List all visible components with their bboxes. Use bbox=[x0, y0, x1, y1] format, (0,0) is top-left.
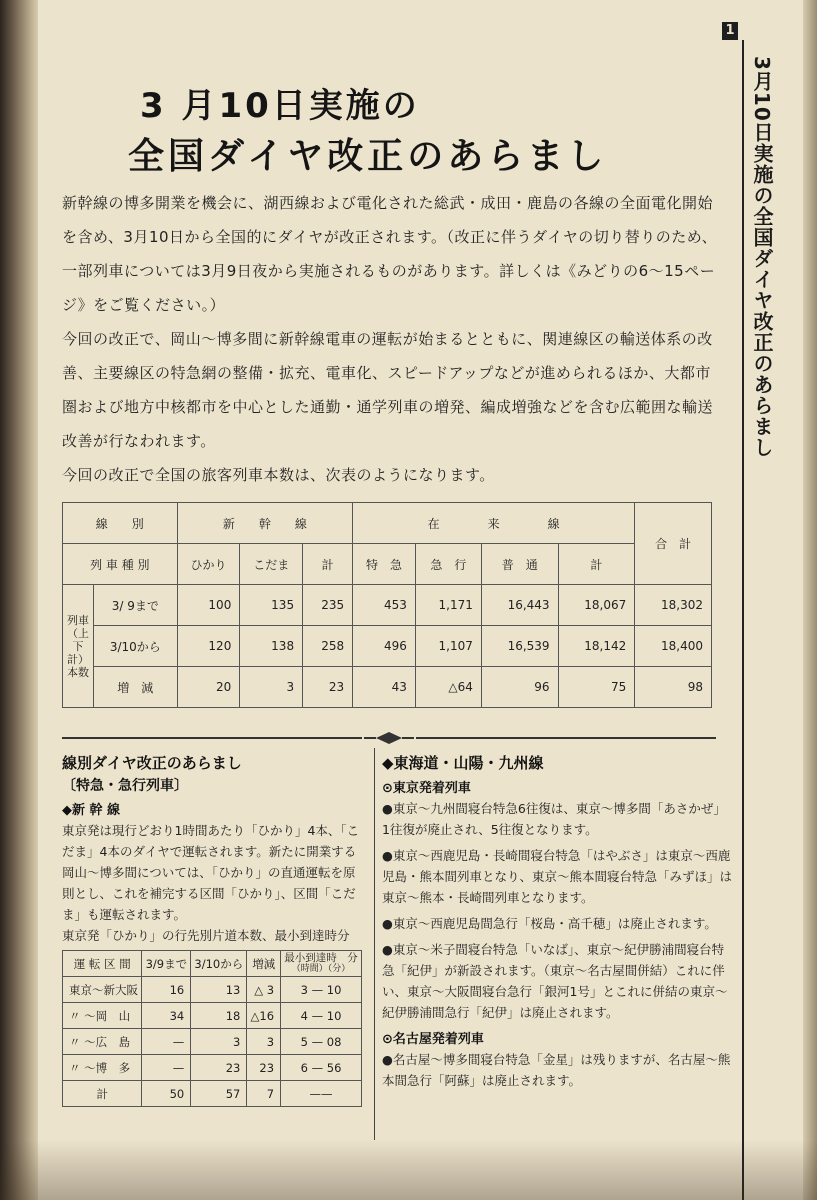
intro-text bbox=[62, 186, 722, 492]
page-title-line1: 3 月10日実施の bbox=[140, 86, 420, 126]
cell: △64 bbox=[415, 667, 481, 708]
intro-paragraph: 今回の改正で、岡山〜博多間に新幹線電車の運転が始まるとともに、関連線区の輸送体系の改善、主要線区の特急網の整備・拡充、電車化、スピードアップなどが進められるほか、大都市圏および地方中核都市を中心とした通勤・通学列車の増発、編成増強などを含む広範囲な輸送改善が行なわれます。 bbox=[62, 330, 714, 450]
cell: —— bbox=[281, 1081, 362, 1107]
list-item: ●東京〜九州間寝台特急6往復は、東京〜博多間「あさかぜ」1往復が廃止され、5往復となります。 bbox=[382, 801, 726, 837]
col-hikari: ひかり bbox=[177, 544, 240, 585]
cell: — bbox=[142, 1055, 191, 1081]
table-row bbox=[63, 626, 712, 667]
cell: 16,443 bbox=[481, 585, 558, 626]
cell: 18,142 bbox=[558, 626, 635, 667]
list-item: ●東京〜米子間寝台特急「いなば」、東京〜紀伊勝浦間寝台特急「紀伊」が新設されます。（東京〜名古屋間併結）これに伴い、東京〜大阪間寝台急行「銀河1号」とこれに併結の東京〜紀伊勝浦間急行「紀伊」は廃止されます。 bbox=[382, 942, 728, 1020]
col-kodama: こだま bbox=[240, 544, 303, 585]
section-heading: 線別ダイヤ改正のあらまし bbox=[62, 754, 242, 772]
cell: 18,302 bbox=[635, 585, 712, 626]
header-time-units: （時間）（分） bbox=[291, 963, 351, 974]
list-item: ●東京〜西鹿児島間急行「桜島・高千穂」は廃止されます。 bbox=[382, 916, 717, 931]
subsection-heading: ⊙東京発着列車 bbox=[382, 781, 471, 796]
table-row bbox=[63, 977, 362, 1003]
shinkansen-heading: ◆新 幹 線 bbox=[62, 803, 121, 818]
row-label: 増 減 bbox=[94, 667, 178, 708]
cell: 18,067 bbox=[558, 585, 635, 626]
table-row bbox=[63, 667, 712, 708]
header-kubetsu: 線 別 bbox=[63, 503, 178, 544]
subsection-heading: ⊙名古屋発着列車 bbox=[382, 1032, 484, 1047]
table-row bbox=[63, 1003, 362, 1029]
section-divider bbox=[62, 732, 716, 744]
cell: 75 bbox=[558, 667, 635, 708]
cell: 23 bbox=[303, 667, 353, 708]
cell: 〃 〜広 島 bbox=[63, 1029, 142, 1055]
cell: 18,400 bbox=[635, 626, 712, 667]
cell: 34 bbox=[142, 1003, 191, 1029]
cell: 96 bbox=[481, 667, 558, 708]
header-kukan: 運 転 区 間 bbox=[63, 951, 142, 977]
cell: 20 bbox=[177, 667, 240, 708]
cell: 57 bbox=[191, 1081, 247, 1107]
cell: 138 bbox=[240, 626, 303, 667]
page-number: 1 bbox=[722, 22, 738, 40]
header-before: 3/9まで bbox=[142, 951, 191, 977]
train-count-table bbox=[62, 502, 712, 708]
cell: 計 bbox=[63, 1081, 142, 1107]
header-zairai: 在 来 線 bbox=[353, 503, 635, 544]
cell: △ 3 bbox=[247, 977, 281, 1003]
left-column bbox=[62, 752, 367, 1107]
table-row bbox=[63, 1081, 362, 1107]
cell: 496 bbox=[353, 626, 416, 667]
cell: 〃 〜岡 山 bbox=[63, 1003, 142, 1029]
page-shadow bbox=[0, 1140, 817, 1200]
cell: 1,107 bbox=[415, 626, 481, 667]
cell: 18 bbox=[191, 1003, 247, 1029]
row-label: 3/10から bbox=[94, 626, 178, 667]
cell: 16,539 bbox=[481, 626, 558, 667]
section-subheading: 〔特急・急行列車〕 bbox=[62, 778, 188, 794]
table-row bbox=[63, 1029, 362, 1055]
cell: 1,171 bbox=[415, 585, 481, 626]
header-after: 3/10から bbox=[191, 951, 247, 977]
header-shubetsu: 列 車 種 別 bbox=[63, 544, 178, 585]
right-column bbox=[382, 752, 732, 1096]
cell: 23 bbox=[191, 1055, 247, 1081]
side-title: 3月10日実施の全国ダイヤ改正のあらまし bbox=[750, 56, 774, 458]
col-kei: 計 bbox=[303, 544, 353, 585]
cell: 3 — 10 bbox=[281, 977, 362, 1003]
cell: 3 bbox=[240, 667, 303, 708]
list-item: ●名古屋〜博多間寝台特急「金星」は残りますが、名古屋〜熊本間急行「阿蘇」は廃止されます。 bbox=[382, 1052, 731, 1088]
column-divider bbox=[374, 748, 375, 1140]
cell: 7 bbox=[247, 1081, 281, 1107]
table-row bbox=[63, 1055, 362, 1081]
col-kei: 計 bbox=[558, 544, 635, 585]
cell: △16 bbox=[247, 1003, 281, 1029]
table-caption: 東京発「ひかり」の行先別片道本数、最小到達時分 bbox=[62, 928, 350, 943]
table-row bbox=[63, 585, 712, 626]
col-futsu: 普 通 bbox=[481, 544, 558, 585]
cell: 3 bbox=[191, 1029, 247, 1055]
list-item: ●東京〜西鹿児島・長崎間寝台特急「はやぶさ」は東京〜西鹿児島・熊本間列車となり、東京〜熊本間寝台特急「みずほ」は東京〜熊本・長崎間列車となります。 bbox=[382, 848, 733, 905]
cell: 5 — 08 bbox=[281, 1029, 362, 1055]
cell: 4 — 10 bbox=[281, 1003, 362, 1029]
cell: 100 bbox=[177, 585, 240, 626]
intro-paragraph: 新幹線の博多開業を機会に、湖西線および電化された総武・成田・鹿島の各線の全面電化開始を含め、3月10日から全国的にダイヤが改正されます。（改正に伴うダイヤの切り替りのため、一部列車については3月9日夜から実施されるものがあります。詳しくは《みどりの6〜15ページ》をご覧ください。） bbox=[62, 194, 718, 314]
cell: 13 bbox=[191, 977, 247, 1003]
header-time-label: 最小到達時 分 bbox=[284, 951, 358, 964]
cell: 120 bbox=[177, 626, 240, 667]
col-kyuko: 急 行 bbox=[415, 544, 481, 585]
header-total: 合 計 bbox=[635, 503, 712, 585]
header-shinkansen: 新 幹 線 bbox=[177, 503, 353, 544]
cell: 3 bbox=[247, 1029, 281, 1055]
cell: 6 — 56 bbox=[281, 1055, 362, 1081]
binding-shadow bbox=[0, 0, 38, 1200]
cell: 235 bbox=[303, 585, 353, 626]
cell: 43 bbox=[353, 667, 416, 708]
row-group-label: 列車（上下計）本数 bbox=[63, 585, 94, 708]
header-time bbox=[281, 951, 362, 977]
shinkansen-paragraph: 東京発は現行どおり1時間あたり「ひかり」4本、「こだま」4本のダイヤで運転されます。新たに開業する岡山〜博多間については、「ひかり」の直通運転を原則とし、これを補完する区間「ひかり」、区間「こだま」も運転されます。 bbox=[62, 823, 360, 922]
hikari-table bbox=[62, 950, 362, 1107]
cell: 135 bbox=[240, 585, 303, 626]
cell: 東京〜新大阪 bbox=[63, 977, 142, 1003]
page-edge bbox=[803, 0, 817, 1200]
intro-paragraph: 今回の改正で全国の旅客列車本数は、次表のようになります。 bbox=[62, 466, 495, 484]
cell: — bbox=[142, 1029, 191, 1055]
cell: 16 bbox=[142, 977, 191, 1003]
page-title-line2: 全国ダイヤ改正のあらまし bbox=[128, 136, 608, 177]
cell: 23 bbox=[247, 1055, 281, 1081]
divider-ornament-icon bbox=[362, 732, 416, 744]
section-heading: ◆東海道・山陽・九州線 bbox=[382, 754, 544, 772]
cell: 50 bbox=[142, 1081, 191, 1107]
cell: 453 bbox=[353, 585, 416, 626]
cell: 98 bbox=[635, 667, 712, 708]
header-change: 増減 bbox=[247, 951, 281, 977]
col-tokkyu: 特 急 bbox=[353, 544, 416, 585]
row-label: 3/ 9まで bbox=[94, 585, 178, 626]
cell: 258 bbox=[303, 626, 353, 667]
cell: 〃 〜博 多 bbox=[63, 1055, 142, 1081]
